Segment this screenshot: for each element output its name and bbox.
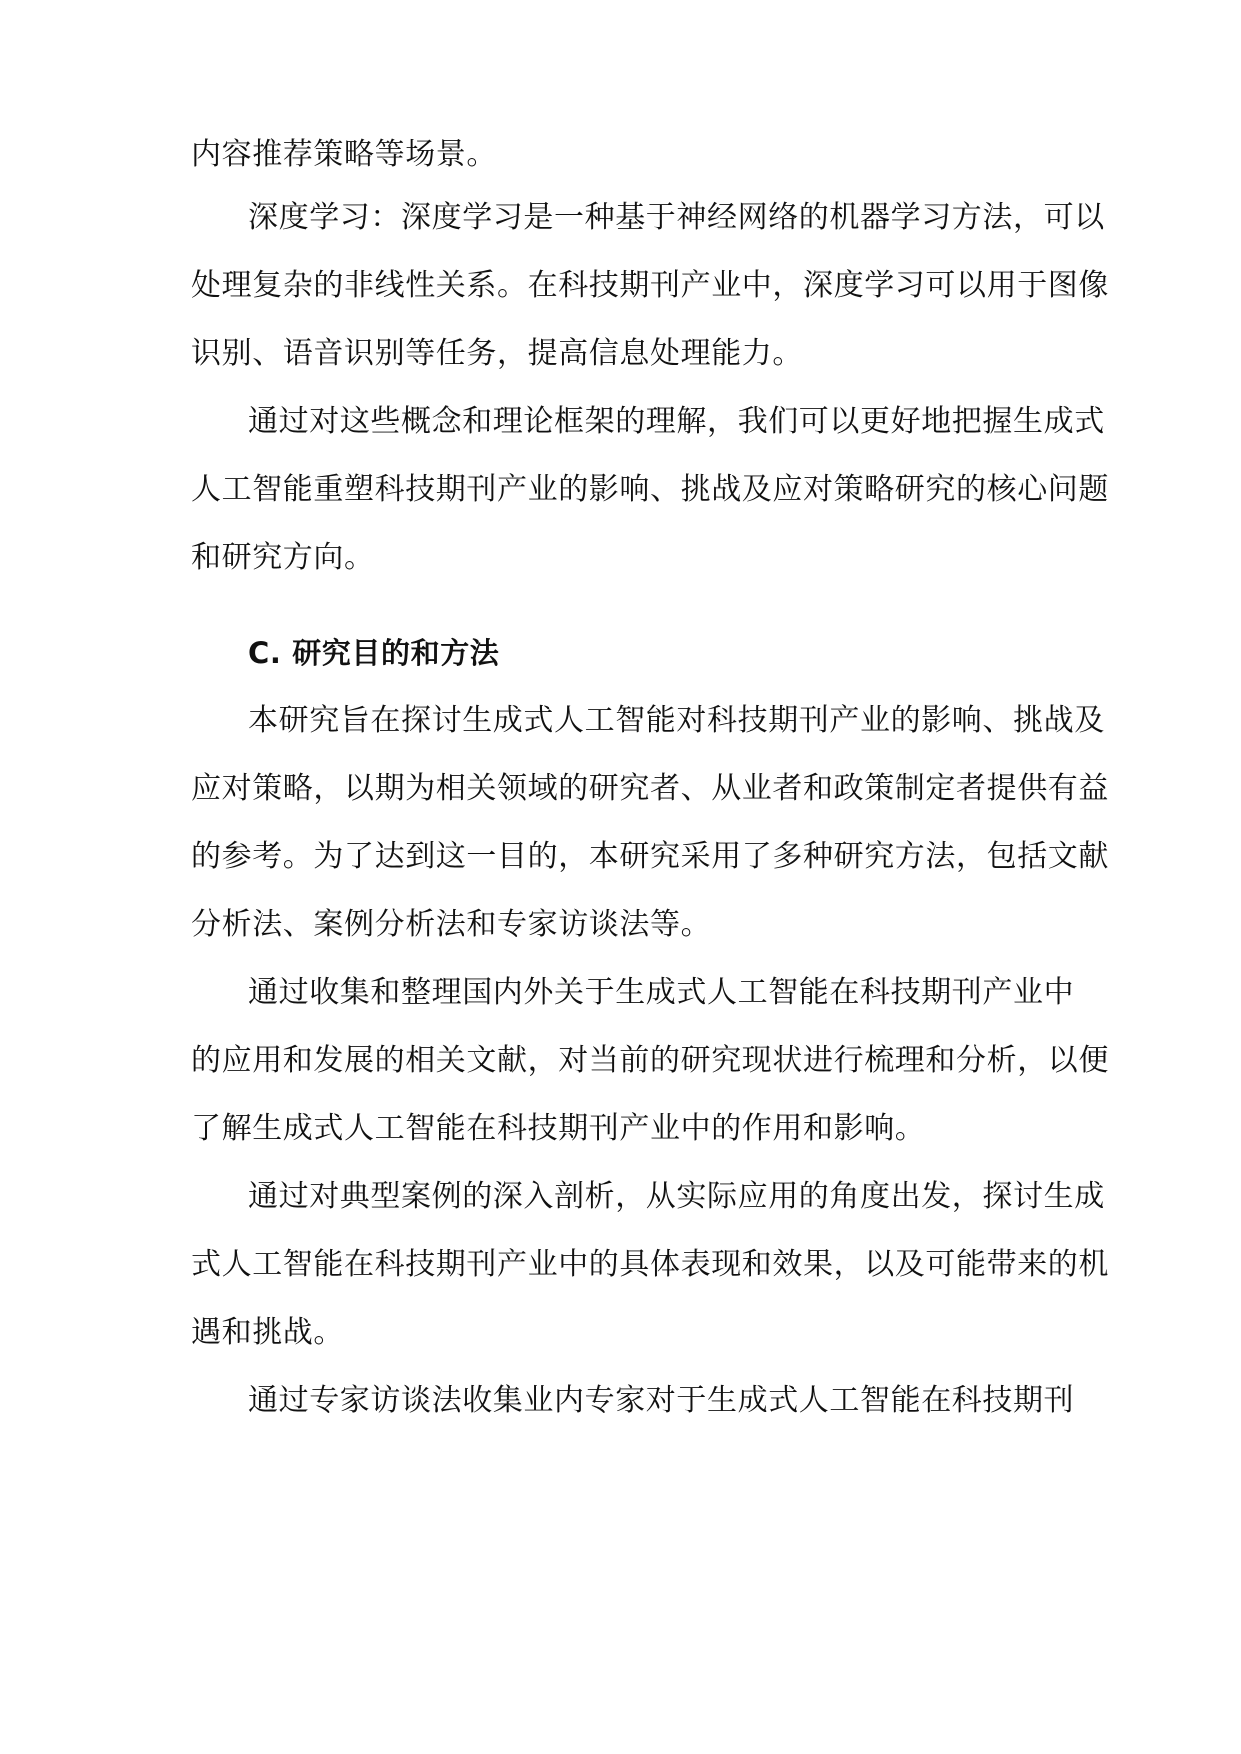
- text-line: 处理复杂的非线性关系。在科技期刊产业中，深度学习可以用于图像: [191, 268, 1109, 303]
- paragraph-first-line: 通过专家访谈法收集业内专家对于生成式人工智能在科技期刊: [248, 1383, 1075, 1418]
- paragraph-first-line: 深度学习：深度学习是一种基于神经网络的机器学习方法，可以: [248, 200, 1105, 235]
- text-line: 和研究方向。: [191, 540, 375, 575]
- section-heading: C. 研究目的和方法: [248, 636, 500, 670]
- text-line: 了解生成式人工智能在科技期刊产业中的作用和影响。: [191, 1111, 926, 1146]
- text-line: 识别、语音识别等任务，提高信息处理能力。: [191, 336, 803, 371]
- text-line: 分析法、案例分析法和专家访谈法等。: [191, 907, 712, 942]
- text-line: 内容推荐策略等场景。: [191, 137, 497, 172]
- text-line: 应对策略，以期为相关领域的研究者、从业者和政策制定者提供有益: [191, 771, 1109, 806]
- paragraph-first-line: 通过对这些概念和理论框架的理解，我们可以更好地把握生成式: [248, 404, 1105, 439]
- paragraph-first-line: 通过对典型案例的深入剖析，从实际应用的角度出发，探讨生成: [248, 1179, 1105, 1214]
- text-line: 遇和挑战。: [191, 1315, 344, 1350]
- paragraph-first-line: 通过收集和整理国内外关于生成式人工智能在科技期刊产业中: [248, 975, 1075, 1010]
- text-line: 的应用和发展的相关文献，对当前的研究现状进行梳理和分析，以便: [191, 1043, 1109, 1078]
- text-line: 人工智能重塑科技期刊产业的影响、挑战及应对策略研究的核心问题: [191, 472, 1109, 507]
- text-line: 式人工智能在科技期刊产业中的具体表现和效果，以及可能带来的机: [191, 1247, 1109, 1282]
- paragraph-first-line: 本研究旨在探讨生成式人工智能对科技期刊产业的影响、挑战及: [248, 703, 1105, 738]
- text-line: 的参考。为了达到这一目的，本研究采用了多种研究方法，包括文献: [191, 839, 1109, 874]
